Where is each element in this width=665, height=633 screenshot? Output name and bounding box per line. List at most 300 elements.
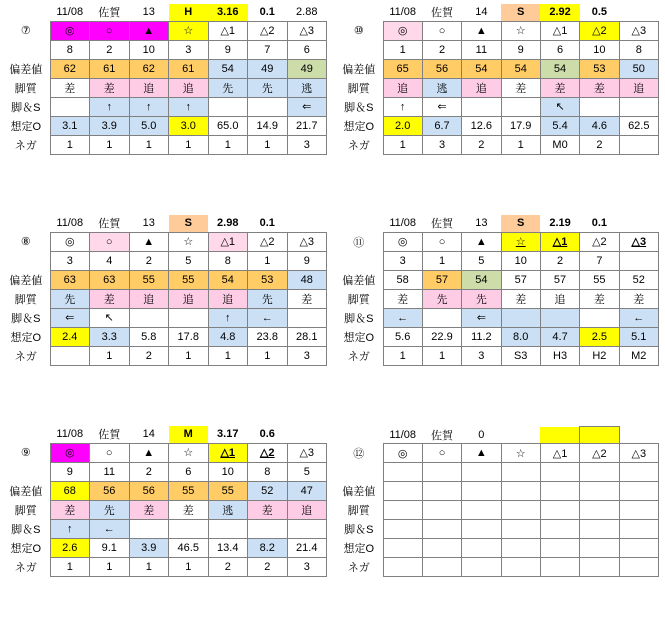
data-cell: 21.7 — [287, 116, 327, 135]
data-cell: 1 — [90, 346, 130, 365]
mark-cell: △3 — [287, 21, 327, 40]
data-cell — [462, 520, 501, 539]
header-value-3: 2.88 — [296, 6, 318, 19]
data-cell: 1 — [422, 251, 461, 270]
mark-cell: △1 — [540, 21, 579, 40]
data-cell — [619, 463, 658, 482]
data-cell: 62 — [129, 59, 169, 78]
row-label: 偏差値 — [342, 63, 376, 76]
mark-cell: △2 — [580, 21, 619, 40]
data-cell: ⇐ — [287, 97, 327, 116]
data-cell: 3.9 — [129, 538, 169, 557]
row-label: 脚＆S — [344, 312, 374, 325]
data-cell — [422, 482, 461, 501]
header-value-1: 2.98 — [208, 215, 248, 232]
table-row — [2, 557, 327, 576]
data-cell: 1 — [169, 557, 209, 576]
mark-cell: ◎ — [383, 21, 422, 40]
data-cell: 13.4 — [208, 538, 248, 557]
data-cell — [462, 97, 501, 116]
mark-cell: △3 — [287, 232, 327, 251]
row-label: ネガ — [14, 561, 37, 574]
row-label: 偏差値 — [9, 63, 43, 76]
header-value-1 — [540, 427, 579, 444]
table-row — [2, 327, 327, 346]
header-value-3 — [619, 4, 658, 21]
data-cell: 57 — [540, 270, 579, 289]
mark-cell: △1 — [208, 443, 248, 462]
row-label: 想定O — [343, 543, 375, 555]
header-place: 佐賀 — [431, 7, 454, 20]
data-cell — [619, 97, 658, 116]
data-cell — [619, 251, 658, 270]
data-cell: 8 — [208, 251, 248, 270]
data-cell: 1 — [50, 135, 90, 154]
table-row — [335, 482, 659, 501]
data-cell: 9 — [50, 462, 90, 481]
table-row — [2, 270, 327, 289]
data-cell: 9.1 — [90, 538, 130, 557]
header-place: 佐賀 — [98, 7, 121, 20]
mark-cell: ☆ — [501, 232, 540, 251]
header-value-1: 3.17 — [208, 426, 248, 443]
data-cell: ↑ — [208, 308, 248, 327]
data-cell: 追 — [169, 78, 209, 97]
data-cell — [619, 539, 658, 558]
data-cell: 4.8 — [208, 327, 248, 346]
header-spacer — [335, 215, 383, 232]
data-cell: 53 — [248, 270, 288, 289]
data-cell — [287, 519, 327, 538]
data-cell: 10 — [208, 462, 248, 481]
data-cell: 差 — [129, 500, 169, 519]
data-cell: 1 — [90, 135, 130, 154]
data-cell: 1 — [90, 557, 130, 576]
data-cell: 2 — [129, 251, 169, 270]
mark-cell: ◎ — [50, 232, 90, 251]
data-cell: 差 — [580, 289, 619, 308]
data-cell — [501, 539, 540, 558]
data-cell: 55 — [129, 270, 169, 289]
data-cell: 54 — [540, 59, 579, 78]
data-cell: 2 — [90, 40, 130, 59]
data-cell: 62.5 — [619, 116, 658, 135]
table-row — [335, 501, 659, 520]
data-cell: 先 — [462, 289, 501, 308]
race-table — [2, 215, 327, 366]
data-cell: ⇐ — [462, 308, 501, 327]
data-cell — [501, 463, 540, 482]
data-cell: 3.1 — [50, 116, 90, 135]
data-cell: 1 — [248, 251, 288, 270]
data-cell — [501, 501, 540, 520]
panel-header-row — [335, 427, 659, 444]
row-label — [335, 463, 383, 482]
data-cell: 追 — [462, 78, 501, 97]
data-cell — [501, 520, 540, 539]
data-cell: 5.0 — [129, 116, 169, 135]
data-cell: ↖ — [540, 97, 579, 116]
data-cell — [580, 463, 619, 482]
data-cell: 61 — [90, 59, 130, 78]
panel-header-row — [335, 4, 659, 21]
data-cell: ⇐ — [422, 97, 461, 116]
data-cell: 8.2 — [248, 538, 288, 557]
table-row — [335, 558, 659, 577]
data-cell: 6 — [287, 40, 327, 59]
mark-cell: △3 — [619, 444, 658, 463]
data-cell: 先 — [248, 78, 288, 97]
data-cell: 53 — [580, 59, 619, 78]
mark-cell: △2 — [248, 21, 288, 40]
data-cell: 47 — [287, 481, 327, 500]
data-cell: ↑ — [90, 97, 130, 116]
data-cell — [619, 501, 658, 520]
data-cell: 1 — [248, 135, 288, 154]
table-row — [335, 135, 659, 154]
header-place: 佐賀 — [98, 429, 121, 442]
data-cell — [580, 539, 619, 558]
header-race-number: 13 — [475, 217, 488, 230]
data-cell — [540, 501, 579, 520]
data-cell: 差 — [90, 289, 130, 308]
header-date: 11/08 — [56, 6, 84, 19]
header-place: 佐賀 — [98, 218, 121, 231]
header-grade-badge: S — [501, 4, 540, 21]
data-cell: 5.8 — [129, 327, 169, 346]
data-cell — [169, 519, 209, 538]
data-cell: 56 — [129, 481, 169, 500]
data-cell — [619, 558, 658, 577]
table-row — [335, 346, 659, 365]
data-cell — [383, 558, 422, 577]
data-cell — [169, 308, 209, 327]
data-cell: 追 — [540, 289, 579, 308]
data-cell — [540, 520, 579, 539]
row-label: 偏差値 — [9, 485, 43, 498]
table-row — [2, 97, 327, 116]
data-cell: 63 — [90, 270, 130, 289]
data-cell: S3 — [501, 346, 540, 365]
data-cell: 先 — [90, 500, 130, 519]
table-row — [335, 59, 659, 78]
data-cell: 差 — [580, 78, 619, 97]
table-row — [2, 59, 327, 78]
table-row — [335, 520, 659, 539]
header-spacer — [2, 215, 50, 232]
header-value-2: 0.1 — [591, 217, 608, 230]
row-label — [2, 251, 50, 270]
row-label: 脚＆S — [11, 312, 41, 325]
row-label: 脚質 — [347, 505, 370, 517]
race-panel-10 — [333, 0, 665, 211]
data-cell — [462, 482, 501, 501]
header-race-number: 14 — [142, 428, 155, 441]
data-cell: ← — [248, 308, 288, 327]
data-cell — [287, 308, 327, 327]
data-cell: ↑ — [383, 97, 422, 116]
data-cell: 差 — [501, 78, 540, 97]
data-cell: 追 — [208, 289, 248, 308]
data-cell: 17.8 — [169, 327, 209, 346]
data-cell: 10 — [501, 251, 540, 270]
data-cell — [501, 97, 540, 116]
header-spacer — [335, 427, 383, 444]
header-value-3 — [287, 426, 327, 443]
data-cell: 3 — [287, 135, 327, 154]
row-label: ネガ — [14, 350, 37, 363]
data-cell — [501, 558, 540, 577]
data-cell — [501, 482, 540, 501]
data-cell: 差 — [169, 500, 209, 519]
table-row — [2, 135, 327, 154]
header-place: 佐賀 — [431, 429, 454, 442]
data-cell: 9 — [501, 40, 540, 59]
data-cell: M0 — [540, 135, 579, 154]
data-cell — [422, 558, 461, 577]
header-grade-badge — [501, 427, 540, 444]
data-cell: 63 — [50, 270, 90, 289]
data-cell: 3.0 — [169, 116, 209, 135]
race-table — [335, 4, 659, 155]
data-cell: H2 — [580, 346, 619, 365]
panel-number: ⑧ — [20, 236, 31, 248]
panel-header-row — [2, 4, 327, 21]
table-row — [335, 78, 659, 97]
data-cell: 3 — [50, 251, 90, 270]
row-label: 想定O — [10, 331, 42, 344]
row-label: 想定O — [10, 542, 42, 555]
data-cell: 1 — [169, 346, 209, 365]
mark-row — [2, 232, 327, 251]
data-cell: 46.5 — [169, 538, 209, 557]
table-row — [335, 463, 659, 482]
data-cell: 56 — [422, 59, 461, 78]
mark-cell: △2 — [248, 443, 288, 462]
data-cell: 差 — [501, 289, 540, 308]
race-table — [335, 426, 659, 577]
data-cell: 55 — [208, 481, 248, 500]
mark-cell: ▲ — [462, 444, 501, 463]
header-value-2: 0.5 — [591, 6, 608, 19]
header-date: 11/08 — [389, 6, 417, 19]
data-cell: 3 — [383, 251, 422, 270]
row-label: 脚＆S — [11, 101, 41, 114]
row-label: ネガ — [347, 139, 370, 152]
row-label: ネガ — [347, 562, 370, 574]
row-label: 脚質 — [347, 293, 370, 306]
data-cell: 21.4 — [287, 538, 327, 557]
data-cell — [540, 482, 579, 501]
row-label: 脚質 — [14, 293, 37, 306]
header-value-1: 3.16 — [208, 4, 248, 21]
data-cell: 6.7 — [422, 116, 461, 135]
data-cell: 3.3 — [90, 327, 130, 346]
row-label: 脚＆S — [11, 523, 41, 536]
table-row — [2, 462, 327, 481]
data-cell: 3 — [169, 40, 209, 59]
header-value-2 — [580, 427, 619, 444]
header-value-3 — [619, 215, 658, 232]
data-cell: 4.7 — [540, 327, 579, 346]
data-cell: 1 — [50, 557, 90, 576]
data-cell: 逃 — [208, 500, 248, 519]
race-panel-8 — [0, 211, 333, 422]
data-cell: 8.0 — [501, 327, 540, 346]
data-cell: 9 — [208, 40, 248, 59]
data-cell: 54 — [462, 59, 501, 78]
data-cell — [383, 539, 422, 558]
data-cell — [462, 501, 501, 520]
mark-cell: △1 — [540, 232, 579, 251]
data-cell: 54 — [208, 59, 248, 78]
header-race-number: 13 — [142, 6, 155, 19]
panel-header-row — [335, 215, 659, 232]
header-date: 11/08 — [389, 428, 417, 441]
header-grade-badge: S — [169, 215, 209, 232]
data-cell: 54 — [501, 59, 540, 78]
data-cell: 50 — [619, 59, 658, 78]
data-cell: 52 — [248, 481, 288, 500]
data-cell — [540, 463, 579, 482]
data-cell: 5 — [462, 251, 501, 270]
row-label: 想定O — [343, 120, 375, 133]
data-cell — [580, 501, 619, 520]
table-row — [335, 97, 659, 116]
mark-cell: △3 — [619, 21, 658, 40]
table-row — [2, 500, 327, 519]
mark-cell: ☆ — [501, 444, 540, 463]
data-cell: 差 — [50, 78, 90, 97]
data-cell: 2.6 — [50, 538, 90, 557]
mark-cell: △1 — [208, 21, 248, 40]
header-value-1: 2.92 — [540, 4, 579, 21]
data-cell — [580, 558, 619, 577]
data-cell: 28.1 — [287, 327, 327, 346]
mark-cell: ○ — [422, 21, 461, 40]
header-value-2: 0.6 — [259, 428, 275, 441]
panel-number: ⑪ — [353, 236, 365, 249]
data-cell: 1 — [208, 346, 248, 365]
row-label: 脚＆S — [344, 101, 374, 114]
data-cell: 3 — [287, 346, 327, 365]
row-label — [2, 40, 50, 59]
race-table — [335, 215, 659, 366]
header-spacer — [2, 4, 50, 21]
data-cell: ← — [90, 519, 130, 538]
data-cell: 3.9 — [90, 116, 130, 135]
data-cell — [580, 308, 619, 327]
data-cell: 6 — [169, 462, 209, 481]
row-label: 脚質 — [14, 504, 37, 517]
panel-number: ⑫ — [353, 448, 365, 460]
data-cell: 2 — [462, 135, 501, 154]
data-cell: 追 — [383, 78, 422, 97]
data-cell: ↑ — [50, 519, 90, 538]
table-row — [335, 539, 659, 558]
race-panel-7 — [0, 0, 333, 211]
race-panel-9 — [0, 422, 333, 633]
table-row — [335, 289, 659, 308]
data-cell: 11 — [462, 40, 501, 59]
data-cell: 5.4 — [540, 116, 579, 135]
table-row — [335, 308, 659, 327]
panel-header-row — [2, 426, 327, 443]
table-row — [2, 78, 327, 97]
data-cell — [383, 501, 422, 520]
data-cell: 4.6 — [580, 116, 619, 135]
panel-number: ⑨ — [20, 447, 31, 459]
data-cell: 52 — [619, 270, 658, 289]
data-cell — [422, 520, 461, 539]
table-row — [2, 40, 327, 59]
data-cell: 1 — [422, 346, 461, 365]
mark-row — [2, 21, 327, 40]
mark-cell: ◎ — [383, 444, 422, 463]
data-cell: 1 — [383, 135, 422, 154]
header-race-number: 0 — [478, 428, 485, 441]
data-cell: 14.9 — [248, 116, 288, 135]
row-label — [2, 462, 50, 481]
data-cell: 2.0 — [383, 116, 422, 135]
data-cell: 追 — [129, 78, 169, 97]
mark-cell: ◎ — [383, 232, 422, 251]
mark-cell: △1 — [540, 444, 579, 463]
data-cell — [383, 463, 422, 482]
data-cell — [129, 308, 169, 327]
row-label: 偏差値 — [9, 274, 43, 287]
data-cell: 2 — [422, 40, 461, 59]
mark-cell: ▲ — [129, 21, 169, 40]
data-cell: 10 — [580, 40, 619, 59]
table-row — [2, 346, 327, 365]
data-cell: M2 — [619, 346, 658, 365]
header-value-2: 0.1 — [259, 6, 275, 19]
data-cell: 3 — [422, 135, 461, 154]
mark-cell: ◎ — [50, 21, 90, 40]
mark-cell: ▲ — [129, 443, 169, 462]
data-cell: H3 — [540, 346, 579, 365]
mark-cell: △2 — [580, 232, 619, 251]
data-cell: 差 — [619, 289, 658, 308]
data-cell: 10 — [129, 40, 169, 59]
data-cell: 先 — [248, 289, 288, 308]
mark-cell: ◎ — [50, 443, 90, 462]
data-cell: 62 — [50, 59, 90, 78]
mark-cell: △2 — [580, 444, 619, 463]
row-label: ネガ — [14, 139, 37, 152]
data-cell: 2 — [248, 557, 288, 576]
data-cell — [540, 308, 579, 327]
header-date: 11/08 — [389, 217, 417, 230]
mark-cell: ○ — [90, 232, 130, 251]
mark-cell: △1 — [208, 232, 248, 251]
data-cell: ↖ — [90, 308, 130, 327]
data-cell: 11 — [90, 462, 130, 481]
data-cell: 68 — [50, 481, 90, 500]
data-cell — [462, 539, 501, 558]
data-cell: 5.1 — [619, 327, 658, 346]
data-cell — [422, 308, 461, 327]
data-cell: 3 — [287, 557, 327, 576]
data-cell — [208, 519, 248, 538]
data-cell: 7 — [580, 251, 619, 270]
mark-cell: △3 — [287, 443, 327, 462]
mark-cell: ☆ — [501, 21, 540, 40]
data-cell — [580, 97, 619, 116]
data-cell: 5 — [287, 462, 327, 481]
data-cell: 追 — [129, 289, 169, 308]
